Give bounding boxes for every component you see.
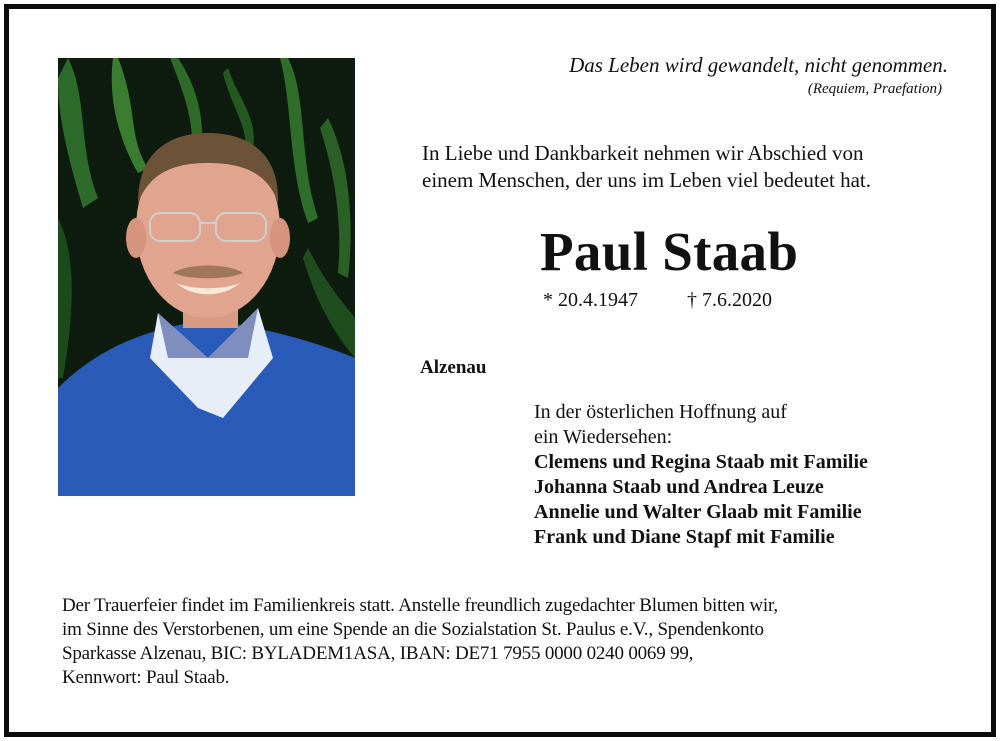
mourner: Johanna Staab und Andrea Leuze — [534, 476, 824, 498]
notice-line: im Sinne des Verstorbenen, um eine Spende an die Sozialstation St. Paulus e.V., Spendenkonto — [62, 619, 764, 640]
motto — [569, 50, 948, 98]
life-dates — [543, 287, 772, 313]
death-date: † 7.6.2020 — [687, 289, 772, 311]
intro-line: einem Menschen, der uns im Leben viel bedeutet hat. — [422, 168, 872, 192]
closing-line: In der österlichen Hoffnung auf — [534, 401, 787, 423]
funeral-notice — [62, 594, 778, 690]
notice-line: Kennwort: Paul Staab. — [62, 667, 230, 688]
intro-text — [422, 140, 871, 194]
mourner: Annelie und Walter Glaab mit Familie — [534, 501, 862, 523]
closing-line: ein Wiedersehen: — [534, 426, 673, 448]
mourner: Frank und Diane Stapf mit Familie — [534, 526, 835, 548]
portrait-photo — [58, 58, 355, 496]
notice-line: Der Trauerfeier findet im Familienkreis statt. Anstelle freundlich zugedachter Blumen bitten wir, — [62, 595, 778, 616]
place: Alzenau — [420, 357, 487, 378]
motto-quote: Das Leben wird gewandelt, nicht genommen. — [569, 53, 948, 77]
notice-line: Sparkasse Alzenau, BIC: BYLADEM1ASA, IBAN: DE71 7955 0000 0240 0069 99, — [62, 643, 694, 664]
birth-date: * 20.4.1947 — [543, 289, 638, 311]
mourner: Clemens und Regina Staab mit Familie — [534, 451, 868, 473]
closing-block — [534, 400, 868, 550]
deceased-name: Paul Staab — [540, 221, 799, 282]
portrait-illustration — [58, 58, 355, 496]
motto-source: (Requiem, Praefation) — [807, 81, 942, 97]
intro-line: In Liebe und Dankbarkeit nehmen wir Abschied von — [422, 141, 864, 165]
